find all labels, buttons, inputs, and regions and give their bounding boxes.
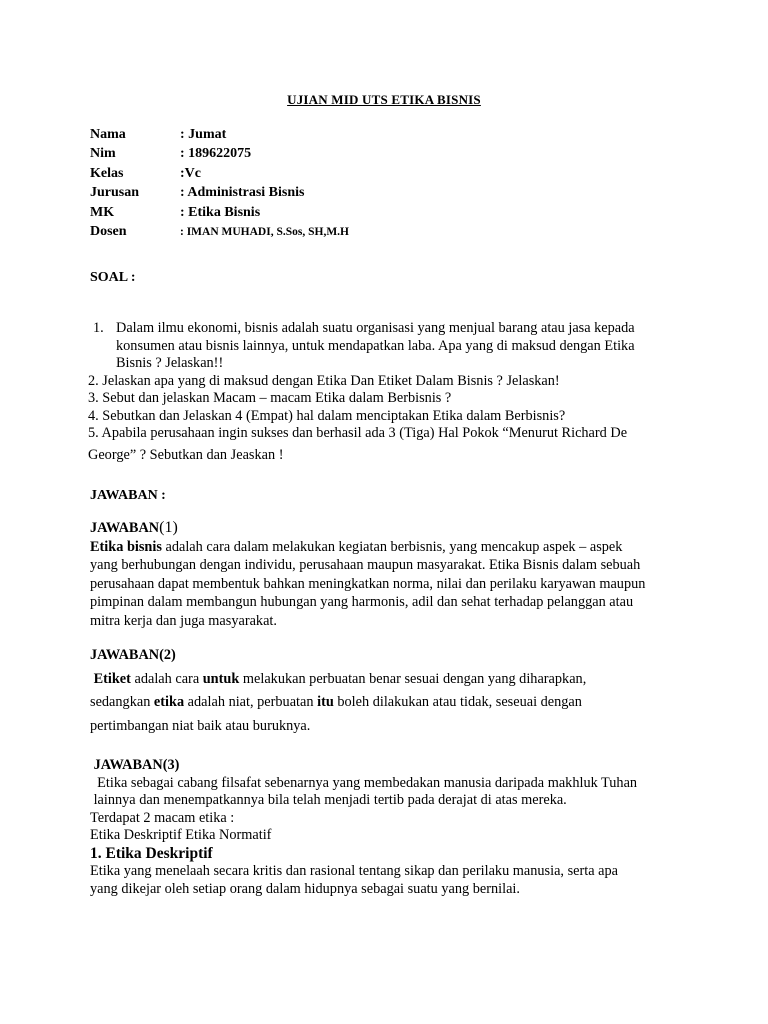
- soal-label: SOAL :: [90, 270, 136, 285]
- jawaban-label: JAWABAN :: [90, 488, 166, 503]
- info-key: Nim: [90, 146, 116, 162]
- answer-term: etika: [153, 694, 185, 710]
- answer-line: Terdapat 2 macam etika :: [90, 809, 235, 826]
- question-number: 1.: [93, 320, 104, 336]
- info-row-kelas: [90, 164, 349, 183]
- info-value: : Jumat: [180, 127, 227, 142]
- info-row-nim: [90, 144, 349, 163]
- answer-3: [90, 756, 690, 898]
- answer-heading-number: (1): [159, 519, 178, 536]
- info-row-dosen: [90, 222, 349, 241]
- answer-line: yang dikejar oleh setiap orang dalam hidupnya sebagai suatu yang bernilai.: [90, 880, 520, 897]
- info-row-nama: [90, 125, 349, 144]
- answer-text: adalah cara: [130, 670, 203, 687]
- document-title: UJIAN MID UTS ETIKA BISNIS: [287, 92, 481, 107]
- student-info: [90, 125, 349, 241]
- answer-term: Etika bisnis: [90, 538, 162, 555]
- answer-line: yang berhubungan dengan individu, perusahaan maupun masyarakat. Etika Bisnis dalam sebuah: [90, 557, 641, 573]
- question-text: [116, 320, 688, 373]
- info-row-jurusan: [90, 183, 349, 202]
- answer-1: [90, 519, 690, 630]
- question-3: 3. Sebut dan jelaskan Macam – macam Etika dalam Berbisnis ?: [88, 390, 452, 406]
- answer-line: perusahaan dapat membentuk bahkan meningkatkan norma, nilai dan perilaku karyawan maupun: [90, 575, 646, 592]
- question-5: 5. Apabila perusahaan ingin sukses dan berhasil ada 3 (Tiga) Hal Pokok “Menurut Richard De: [88, 425, 628, 441]
- question-line: konsumen atau bisnis lainnya, untuk mendapatkan laba. Apa yang di maksud dengan Etika: [116, 337, 635, 354]
- answer-text: sedangkan: [90, 694, 154, 710]
- question-1: [88, 320, 688, 373]
- question-2: 2. Jelaskan apa yang di maksud dengan Etika Dan Etiket Dalam Bisnis ? Jelaskan!: [88, 372, 560, 389]
- answer-line: lainnya dan menempatkannya bila telah menjadi tertib pada derajat di atas mereka.: [90, 792, 567, 808]
- answer-term: Etiket: [93, 670, 131, 687]
- answer-line: pimpinan dalam membangun hubungan yang harmonis, adil dan sehat terhadap pelanggan atau: [90, 594, 634, 610]
- answer-line: [90, 668, 690, 692]
- answer-heading: JAWABAN(3): [93, 757, 180, 773]
- info-value: : Etika Bisnis: [180, 204, 261, 220]
- answer-text: boleh dilakukan atau tidak, seseuai dengan: [333, 694, 582, 710]
- info-key: Nama: [90, 127, 126, 142]
- answer-line: [90, 691, 690, 715]
- question-4: 4. Sebutkan dan Jelaskan 4 (Empat) hal dalam menciptakan Etika dalam Berbisnis?: [88, 407, 566, 424]
- info-key: MK: [90, 204, 115, 220]
- info-key: Kelas: [90, 165, 124, 181]
- info-key: Dosen: [90, 223, 127, 239]
- info-key: Jurusan: [90, 185, 140, 201]
- answer-line: Etika sebagai cabang filsafat sebenarnya yang membedakan manusia daripada makhluk Tuhan: [90, 774, 638, 791]
- info-row-mk: [90, 203, 349, 222]
- answer-heading-text: JAWABAN: [90, 520, 160, 536]
- answer-text: adalah cara dalam melakukan kegiatan berbisnis, yang mencakup aspek – aspek: [161, 538, 623, 555]
- answer-line: Etika yang menelaah secara kritis dan rasional tentang sikap dan perilaku manusia, serta apa: [90, 863, 618, 879]
- answer-line: mitra kerja dan juga masyarakat.: [90, 612, 277, 629]
- question-line: Bisnis ? Jelaskan!!: [116, 355, 224, 371]
- question-line: Dalam ilmu ekonomi, bisnis adalah suatu organisasi yang menjual barang atau jasa kepada: [116, 320, 635, 336]
- answer-term: untuk: [202, 670, 240, 687]
- answer-text: melakukan perbuatan benar sesuai dengan yang diharapkan,: [239, 670, 587, 687]
- info-value: : 189622075: [180, 146, 252, 162]
- answer-line: Etika Deskriptif Etika Normatif: [90, 827, 272, 843]
- info-value: : IMAN MUHADI, S.Sos, SH,M.H: [180, 225, 349, 238]
- question-5-continued: George” ? Sebutkan dan Jeaskan !: [88, 446, 284, 463]
- answer-heading: [90, 519, 690, 538]
- answer-heading: JAWABAN(2): [90, 647, 176, 663]
- answer-line: [90, 538, 690, 557]
- answer-subheading: 1. Etika Deskriptif: [90, 844, 213, 862]
- answer-line: pertimbangan niat baik atau buruknya.: [90, 717, 311, 734]
- answer-text: adalah niat, perbuatan: [184, 694, 318, 710]
- info-value: :Vc: [180, 165, 201, 181]
- info-value: : Administrasi Bisnis: [180, 185, 305, 201]
- answer-term: itu: [317, 694, 334, 710]
- answer-2: [90, 644, 690, 738]
- question-list: [88, 320, 688, 464]
